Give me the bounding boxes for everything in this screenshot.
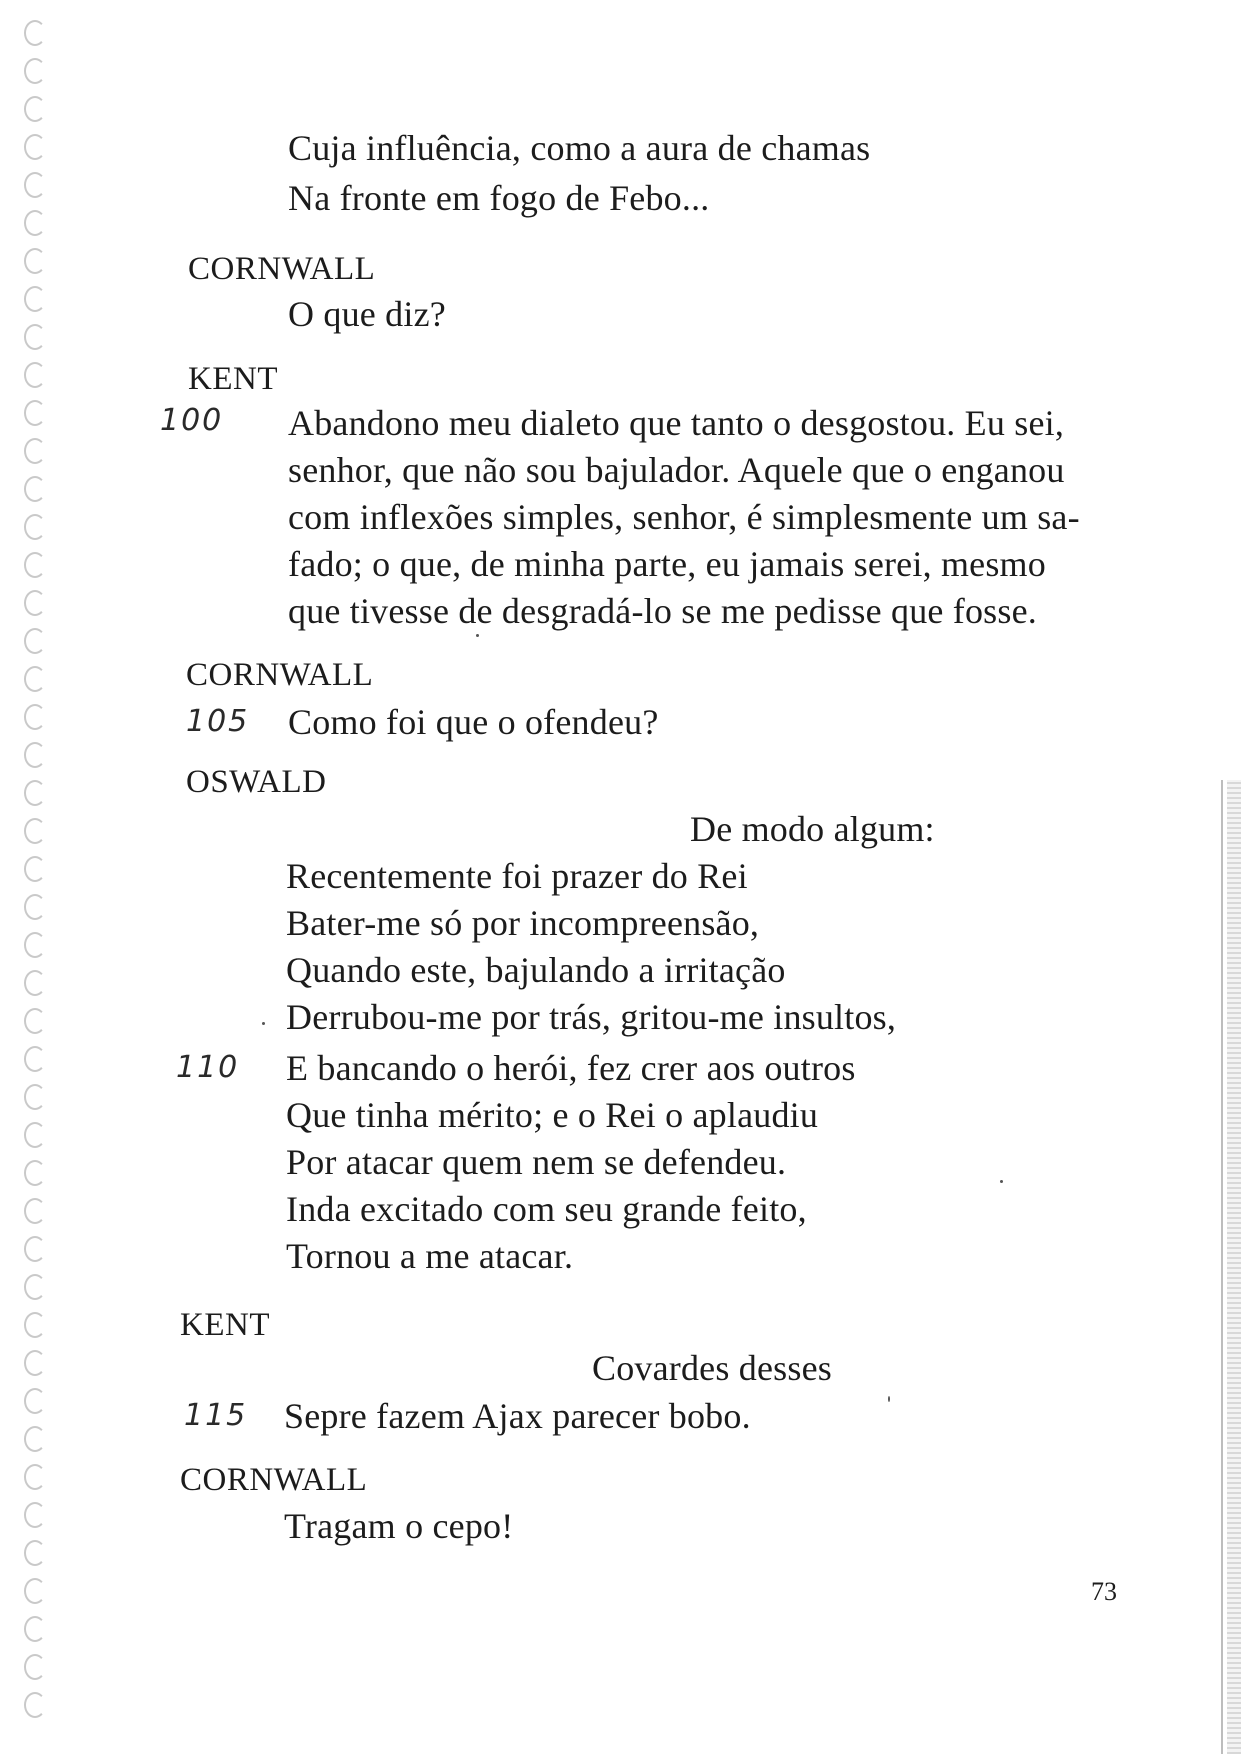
verse-line: Tragam o cepo! [284, 1506, 514, 1546]
scan-speck [476, 634, 479, 637]
verse-line: Bater-me só por incompreensão, [286, 903, 760, 943]
scan-speck [888, 1396, 890, 1402]
verse-line: O que diz? [288, 294, 446, 334]
speaker-name: CORNWALL [186, 657, 374, 693]
verse-line: Como foi que o ofendeu? [288, 702, 659, 742]
speaker-name: KENT [188, 361, 278, 397]
prose-line: fado; o que, de minha parte, eu jamais serei, mesmo [288, 544, 1046, 584]
verse-line: Quando este, bajulando a irritação [286, 950, 786, 990]
speaker-name: CORNWALL [188, 251, 376, 287]
verse-line: Derrubou-me por trás, gritou-me insultos, [286, 997, 897, 1037]
verse-line: Que tinha mérito; e o Rei o aplaudiu [286, 1095, 819, 1135]
prose-line: Abandono meu dialeto que tanto o desgostou. Eu sei, [288, 403, 1065, 443]
prose-line: que tivesse de desgradá-lo se me pedisse que fosse. [288, 591, 1037, 631]
speaker-name: OSWALD [186, 764, 327, 800]
verse-line: Recentemente foi prazer do Rei [286, 856, 748, 896]
line-number: 105 [186, 704, 250, 739]
prose-line: com inflexões simples, senhor, é simplesmente um sa- [288, 497, 1080, 537]
scanner-edge-line [1221, 780, 1223, 1754]
scan-speck [262, 1022, 265, 1025]
verse-line: Covardes desses [592, 1348, 832, 1388]
verse-line: Sepre fazem Ajax parecer bobo. [284, 1396, 751, 1436]
verse-line: De modo algum: [690, 809, 935, 849]
page-number: 73 [1091, 1577, 1117, 1606]
line-number: 110 [176, 1050, 240, 1085]
prose-line: senhor, que não sou bajulador. Aquele que o enganou [288, 450, 1065, 490]
scan-speck [1000, 1180, 1003, 1183]
verse-line: Por atacar quem nem se defendeu. [286, 1142, 787, 1182]
speaker-name: KENT [180, 1307, 270, 1343]
line-number: 100 [160, 403, 224, 438]
binder-ring-holes [18, 20, 58, 1740]
verse-line: Tornou a me atacar. [286, 1236, 574, 1276]
verse-line: Inda excitado com seu grande feito, [286, 1189, 807, 1229]
line-number: 115 [184, 1398, 248, 1433]
verse-line: E bancando o herói, fez crer aos outros [286, 1048, 856, 1088]
verse-line: Cuja influência, como a aura de chamas [288, 128, 871, 168]
verse-line: Na fronte em fogo de Febo... [288, 178, 710, 218]
scanner-edge [1227, 780, 1241, 1754]
speaker-name: CORNWALL [180, 1462, 368, 1498]
